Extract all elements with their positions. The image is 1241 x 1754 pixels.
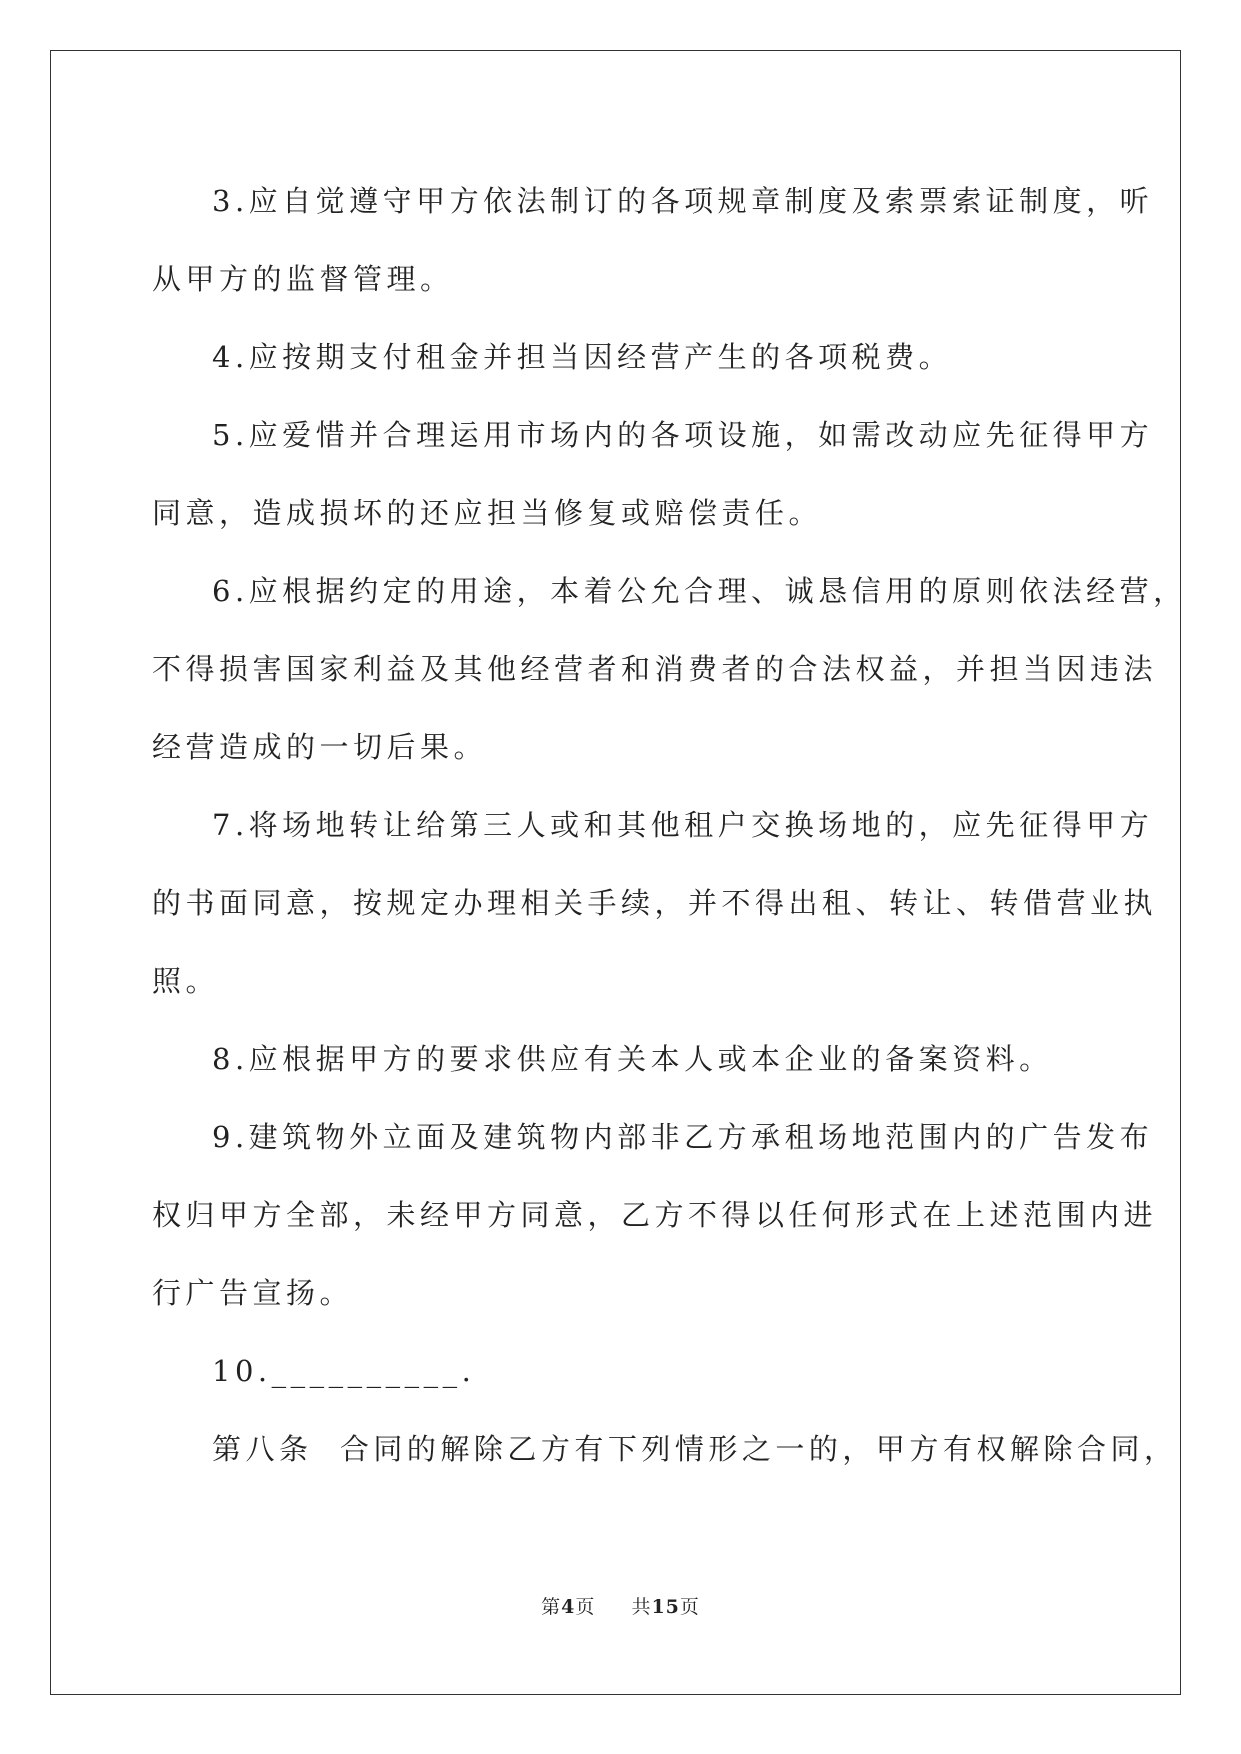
paragraph-line: 3.应自觉遵守甲方依法制订的各项规章制度及索票索证制度，听 [212, 184, 1154, 218]
paragraph-line: 第八条 合同的解除乙方有下列情形之一的，甲方有权解除合同， [212, 1432, 1178, 1466]
paragraph-item-3 [152, 162, 1154, 318]
paragraph-item-7 [152, 786, 1158, 1020]
paragraph-line: 5.应爱惜并合理运用市场内的各项设施，如需改动应先征得甲方 [212, 418, 1154, 452]
paragraph-item-10 [152, 1332, 1088, 1410]
page-suffix: 页 [575, 1596, 596, 1618]
page-footer [0, 1592, 1241, 1619]
paragraph-line: 7.将场地转让给第三人或和其他租户交换场地的，应先征得甲方 [212, 808, 1154, 842]
paragraph-item-9 [152, 1098, 1158, 1332]
paragraph-line: 不得损害国家利益及其他经营者和消费者的合法权益，并担当因违法 [152, 652, 1158, 686]
paragraph-line: 8.应根据甲方的要求供应有关本人或本企业的备案资料。 [212, 1042, 1053, 1076]
paragraph-line: 照。 [152, 964, 220, 998]
paragraph-line: 权归甲方全部，未经甲方同意，乙方不得以任何形式在上述范围内进 [152, 1198, 1158, 1232]
paragraph-line: 4.应按期支付租金并担当因经营产生的各项税费。 [212, 340, 953, 374]
document-body [152, 162, 1187, 1488]
page-prefix: 第 [541, 1596, 562, 1618]
paragraph-line: 6.应根据约定的用途，本着公允合理、诚恳信用的原则依法经营， [212, 574, 1187, 608]
paragraph-line: 10.__________. [212, 1354, 476, 1388]
paragraph-line: 的书面同意，按规定办理相关手续，并不得出租、转让、转借营业执 [152, 886, 1158, 920]
total-prefix: 共 [631, 1596, 652, 1618]
current-page-number: 4 [561, 1596, 576, 1618]
paragraph-line: 经营造成的一切后果。 [152, 730, 488, 764]
page-total-label [631, 1596, 699, 1618]
paragraph-item-4 [152, 318, 1088, 396]
paragraph-item-6 [152, 552, 1187, 786]
page-number-label [541, 1596, 602, 1618]
paragraph-item-5 [152, 396, 1154, 552]
paragraph-line: 9.建筑物外立面及建筑物内部非乙方承租场地范围内的广告发布 [212, 1120, 1154, 1154]
total-pages-number: 15 [651, 1596, 680, 1618]
paragraph-line: 行广告宣扬。 [152, 1276, 354, 1310]
paragraph-line: 从甲方的监督管理。 [152, 262, 454, 296]
article-8-heading [152, 1410, 1178, 1488]
paragraph-item-8 [152, 1020, 1088, 1098]
total-suffix: 页 [679, 1596, 700, 1618]
paragraph-line: 同意，造成损坏的还应担当修复或赔偿责任。 [152, 496, 823, 530]
